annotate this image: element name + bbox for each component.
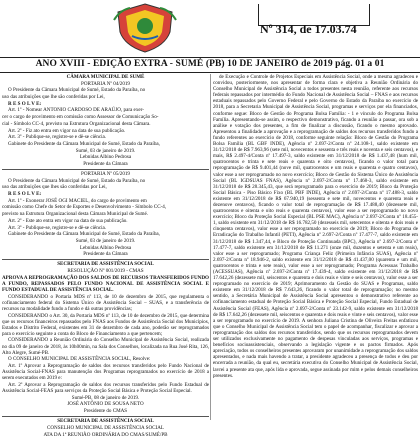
header-rule-top [0, 57, 420, 58]
divider [2, 169, 209, 170]
text-line: O Presidente da Câmara Municipal de Sumé, Estado da Paraíba, no [8, 177, 146, 184]
left-column [2, 74, 209, 438]
text-line: Sumé, 03 de janeiro de 2019. [75, 237, 136, 244]
header-rule-bottom [0, 72, 420, 73]
minutes-text: de Execução e Controle de Projetos Especiais em Assistência Social, onde a mesma agradeceu e convidou, posteriormente, nos apresentar de forma clara e objetiva a Reunião Ordinária do Conselho Municipal de Assistência Social a todos presentes nesta reunião, referente aos recursos federais repassados por intermédio do Fundo Nacional de Assistência Social – FNAS e aos recursos estaduais repassados pelo Governo Federal e pelo Governo do Estado da Paraíba no exercício de 2018, para a Secretaria Municipal de Assistência Social, programas e serviços por ela financiados, conforme segue: Bloco de Gestão do Programa Bolsa Família: - 1 e vínculo do Programa Bolsa Família. Apresentando-se assim, o respectivo demonstrativo, ficando a reunião a passar, ora sob a análise e votação dos presentes, a fim de finalizar a discussão, ficando o mesmo aprovado. Apresentou a finalidade a aprovação e a reprogramação de saldos dos recursos transferidos fundo a fundo referentes ao exercício de 2018, conforme seguinte relação: Bloco de Gestão do Programa Bolsa Família (BL GBF INDE), Agência nº 2.697-2/Conta nº 24.108-1, saldo existente em 31/12/2018 de R$ 7.963,96 (sete mil, novecentos e sessenta e três reais e noventa e seis centavos), e mais, R$ 2.497-4/Conta nº 17.497-3, saldo existente em 31/12/2018 de R$ 1.437,48 (hum mil, quatrocentos e trinta e sete reais e quarenta e oito centavos), ficando o valor total para reprogramação de R$ 9.401,44 (nove mil, quatrocentos e um reais e quarenta e quatro centavos), valor esse a ser reprogramado no novo exercício; Bloco de Gestão do Sistema Único de Assistência Social (BL IGDSUAS FNAS), Agência nº 2.697-2/Conta nº 17.468-3, saldo existente em 31/12/2018 de R$ 28.345,43, que será reprogramado para o exercício de 2019; Bloco da Proteção Social Básica - Piso Básico Fixo (BL PBF INDE), Agência nº 2.697-2/Conta nº 17.488-3, saldo existente em 31/12/2018 de R$ 67.940,19 (sessenta e sete mil, novecentos e quarenta reais e dezenove centavos), ficando o valor total de reprogramação de R$ 17.488,40 (dezessete mil, quatrocentos e oitenta e oito reais e quarenta centavos), valor esse a ser reprogramado no novo exercício; Bloco da Proteção Social Especial (BL PSE MAC), Agência nº 2.697-2/Conta nº 18.455-1, saldo existente em 31/12/2018 de R$ 16.782,50 (dezesseis mil, setecentos e oitenta e dois reais e cinquenta centavos), valor esse a ser reprogramado no exercício de 2019; Bloco do Programa de Erradicação do Trabalho Infantil (PETI), Agência nº 2.697-2/Conta nº 17.477-7, saldo existente em 31/12/2018 de R$ 1.347,44, e Bloco de Proteção Continuada (BPC), Agência nº 2.697-2/Conta nº 17.477-7, saldo existente em 31/12/2018 de R$ 11.271 (onze mil, duzentos e setenta e um reais), valor esse a ser reprogramado; Programa Criança Feliz (Primeira Infância SUAS), Agência nº 2.697-2/Conta nº 18.946-2, saldo existente em 31/12/2018 de R$ 41.437,00 (quarenta e um mil, quatrocentos e trinta e sete reais), valor esse a ser reprogramado; Programa Acessuas Trabalho (ACESSUAS), Agência nº 2.697-2/Conta nº 17.439-4, saldo existente em 31/12/2018 de R$ 17.642,26 (dezessete mil, seiscentos e quarenta e dois reais e vinte e seis centavos), valor esse a ser reprogramado no exercício de 2019; Aprimoramento da Gestão do SUAS e Programas, saldo existente em 31/12/2018 de R$ 7.643,26, ficando o valor total de reprogramação; no mesmo sentido, a Secretária Municipal de Assistência Social apresentou o demonstrativo referente ao cofinanciamento estadual de Proteção Social Básica e Proteção Social Especial, Fundo Estadual de Assistência Social (FEAS), Agência nº 2.697-2/Conta nº 23.142-9, saldo existente em 31/12/2018 de R$ 17.642,26 (dezessete mil, seiscentos e quarenta e dois reais e vinte e seis centavos), valor esse a ser reprogramado no exercício de 2019. A senhora Juliana Cristina de Oliveira Freitas enfatizou que o Conselho Municipal de Assistência Social tem o papel de acompanhar, fiscalizar e aprovar a reprogramação dos saldos dos recursos transferidos, sendo que os recursos reprogramados devem ser utilizados exclusivamente no pagamento de despesas vinculadas aos serviços, programas e benefícios socioassistenciais, observando a legislação vigente e os pactos firmados. Após apreciação, todos os conselheiros presentes aprovaram por unanimidade a reprogramação dos saldos apresentados, e nada mais havendo a tratar, a presidente agradeceu a presença de todos e deu por encerrada a reunião, da qual eu, secretária executiva do Conselho Municipal de Assistência Social, lavrei a presente ata que, após lida e aprovada, segue assinada por mim e pelos demais conselheiros presentes. [213, 74, 418, 379]
text-line: previsto na Estrutura Organizacional desta Câmara Municipal de Sumé. [2, 211, 149, 218]
text-line: Art. 1º - Exonerar JOSÉ OGI MACIEL, do cargo de provimento em [8, 197, 147, 204]
signature-name: JOSÉ ANTÔNIO DE SOUSA NETO [67, 401, 144, 408]
paragraph: O CONSELHO MUNICIPAL DE ASSISTÊNCIA SOCIAL, Resolve: [8, 356, 151, 363]
paragraph: CONSIDERANDO o Art. 30, da Portaria MDS nº 113, de 10 de dezembro de 2015, que determina que os recursos financeiros repassados pelo FNAS aos Fundos de Assistência Social dos Municípios, Estados e Distrito Federal, existentes em 31 de dezembro de cada ano, poderão ser reprogramados para o exercício seguinte a conta do Bloco de Financiamento a que pertencem; [2, 312, 209, 337]
portaria-number: PORTARIA Nº 04/2019 [81, 80, 130, 87]
section-title: CÂMARA MUNICIPAL DE SUMÉ [66, 74, 145, 80]
text-line: Gabinete do Presidente da Câmara Municipal de Sumé, Estado da Paraíba, [8, 231, 160, 238]
signature-role: Presidente da Câmara [83, 160, 128, 167]
masthead: ANO XVIII - EDIÇÃO EXTRA - SUMÉ (PB) 10 DE JANEIRO de 2019 pág. 01 a 01 [35, 59, 385, 69]
text-line: Art. 2º - Este ato entra em vigor na data de sua publicação. [8, 217, 128, 224]
portaria-number: PORTARIA Nº 05/2019 [81, 171, 130, 178]
section-title: SECRETARIA DE ASSISTÊNCIA SOCIAL [57, 261, 154, 268]
municipal-coat-of-arms [110, 2, 180, 54]
signature-name: Lebnidas Albino Pedrosa [79, 154, 132, 161]
section-title: SECRETARIA DE ASSISTÊNCIA SOCIAL [57, 418, 154, 425]
signature-role: Presidente do CMAS [83, 408, 128, 415]
paragraph: Art. 2º Aprovar a Reprogramação de saldos dos recursos transferidos pelo Fundo Estadual de Assistência Social-FEAS para serviços da Proteção Social Básica e Proteção Social Especial. [2, 381, 209, 394]
paragraph: Art. 1º Aprovar a Reprogramação de saldos dos recursos transferidos pelo Fundo Nacional de Assistência Social-FNAS para manutenção dos Programas reprogramados no exercício de 2018 a serem executados em 2019 e: [2, 363, 209, 382]
text-line: uso das atribuições que lhes são conferidas por Lei, [2, 184, 107, 191]
paragraph: CONSIDERANDO a Reunião Ordinária do Conselho Municipal de Assistência Social, realizada no dia 09 de janeiro de 2018, às 10h00min, na Sala dos Conselhos, localizada na Rua José Rita, 126, Alto Alegre, Sumé-PB. [2, 337, 209, 356]
text-line: cer o cargo de provimento em comissão como Assessor de Comunicação So- [2, 114, 159, 121]
divider [2, 259, 209, 260]
text-line: uso das atribuições que lhe são conferidas por Lei, [2, 94, 105, 101]
text-line: comissão como Chefe do Setor de Esportes e Desenvolvimento - Símbolo CC-4, [2, 204, 167, 211]
divider [2, 416, 209, 417]
resolution-number: RESOLUÇÃO Nº 001/2019 - CMAS [67, 268, 144, 275]
right-column [213, 74, 418, 420]
date-line: Sumé-PB, 08 de janeiro de 2019. [71, 394, 140, 401]
issue-number: Nº 314, de 17.03.74 [260, 22, 357, 36]
text-line: Sumé, 03 de janeiro de 2019. [75, 147, 136, 154]
newspaper-header [0, 0, 420, 60]
text-line: R E S O L V E: [8, 100, 42, 107]
signature-role: Presidente da Câmara [83, 251, 128, 258]
text-line: Art. 3º - Publique-se, registre-se e dê-se ciência. [8, 134, 107, 141]
text-line: Art. 2º - Fiz ato entra em vigor na data de sua publicação. [8, 127, 126, 134]
text-line: Gabinete do Presidente da Câmara Municipal de Sumé, Estado da Paraíba, [8, 140, 160, 147]
text-line: Art. 3º - Publique-se, registre-se e dê-se ciência. [8, 224, 107, 231]
column-divider [210, 74, 211, 420]
paragraph: CONSIDERANDO o Portaria MDS nº 113, de 10 de dezembro de 2015, que regulamenta o cofinanciamento federal do Sistema Único de Assistência Social – SUAS, e a transferência de recursos na modalidade fundo a fundo e dá outras providências; [2, 293, 209, 312]
section-subtitle: CONSELHO MUNICIPAL DE ASSISTÊNCIA SOCIAL [46, 424, 165, 431]
signature-name: Lebnidas Albino Pedrosa [79, 244, 132, 251]
text-line: cial - Símbolo CC-4, previsto na Estrutura Organizacional desta Câmara. [2, 120, 151, 127]
text-line: R E S O L V E: [8, 191, 42, 198]
text-line: O Presidente da Câmara Municipal de Sumé, Estado da Paraíba, no [8, 87, 146, 94]
resolution-summary: APROVA A REPROGRAMAÇÃO DOS SALDOS DE RECURSOS TRANSFERIDOS FUNDO A FUNDO, REPASSADOS PELO FUNDO NACIONAL DE ASSISTÊNCIA SOCIAL E FUNDO ESTADUAL DE ASSISTÊNCIA SOCIAL. [2, 274, 209, 293]
text-line: Art. 1º - Nomear ANTONIO CARDOSO DE ARAÚJO, para exer- [8, 107, 144, 114]
section-subtitle: ATA DA 1ª REUNIÃO ORDINÁRIA DO CMAS/SUMÉ/PB [43, 431, 168, 438]
